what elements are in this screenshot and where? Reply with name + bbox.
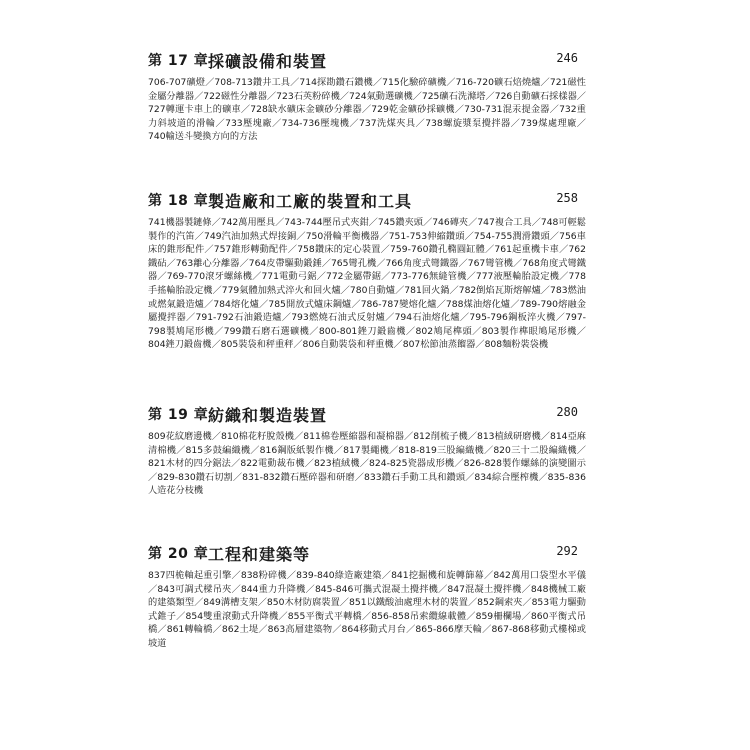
chapter-title: 紡織和製造裝置 (208, 406, 328, 425)
chapter-18 (148, 190, 586, 352)
chapter-header (148, 190, 586, 216)
chapter-title: 製造廠和工廠的裝置和工具 (208, 192, 413, 211)
chapter-contents (148, 430, 586, 498)
chapter-header (148, 543, 586, 569)
chapter-page-number: 280 (556, 405, 578, 419)
chapter-title: 採礦設備和裝置 (208, 52, 328, 71)
chapter-17 (148, 50, 586, 144)
chapter-20 (148, 543, 586, 651)
chapter-header (148, 50, 586, 76)
chapter-header (148, 404, 586, 430)
chapter-page-number: 258 (556, 191, 578, 205)
chapter-contents-text: 741機器製鏈條／742萬用壓具／743-744壓吊式夾鉗／745鑽夾頭／746磚夾／747複合工具／748可輕鬆製作的汽笛／749汽油加熱式焊接銅／750滑輪平衡機器／751-753伸縮鑽頭／754-755潤滑鑽頭／756車床的錐形配件／757錐形轉動配件／758鑽床的定心裝置／759-760鑽孔橢圓缸體／761起重機卡車／762鐵砧／763離心分離器／764皮帶驅動鍛錘／765彎孔機／766角度式彎鐵器／767彎管機／768角度式彎鐵器／769-770滾牙螺絲機／771電動弓鋸／772金屬帶鋸／773-776無縫管機／777液壓輪胎設定機／778手搖輪胎設定機／779氣體加熱式淬火和回火爐／780自動爐／781回火鍋／782倒焰瓦斯熔解爐／783燃油或燃氣鍛造爐／784熔化爐／785開放式爐床鋼爐／786-787變熔化爐／788煤油熔化爐／789-790熔融金屬攪拌器／791-792石油鍛造爐／793燃燒石油式反射爐／794石油熔化爐／795-796鋼板淬火機／797-798製鳩尾形機／799鑽石磨石選礦機／800-801銼刀鍛齒機／802鳩尾榫頭／803製作榫眼鳩尾形機／804銼刀鍛齒機／805裝袋和秤重秤／806自動裝袋和秤重機／807松節油蒸餾器／808麵粉裝袋機 (148, 217, 586, 351)
chapter-number: 第 19 章 (148, 407, 209, 423)
chapter-contents (148, 76, 586, 144)
chapter-contents-text: 706-707礦燈／708-713鑽井工具／714探勘鑽石鑽機／715化驗碎礦機／716-720礦石焙燒爐／721磁性金屬分離器／722磁性分離器／723石英粉碎機／724氣動選礦機／725礦石洗滌塔／726自動礦石採樣器／727轉運卡車上的礦車／728缺水礦床金礦砂分離器／729乾金礦砂採礦機／730-731混汞提金器／732重力斜坡道的滑輪／733壓塊廠／734-736壓塊機／737洗煤夾具／738螺旋漿泵攪拌器／739煤處理廠／740輸送斗變換方向的方法 (148, 77, 586, 143)
chapter-contents-text: 809花紋磨邊機／810棉花籽脫殼機／811棉卷壓縮器和凝棉器／812削梳子機／813植絨研磨機／814亞麻清棉機／815多鼓編織機／816鋼版紙製作機／817製繩機／818-819三股編織機／820三十二股編織機／821木材的四分鋸法／822電動裁布機／823植絨機／824-825瓷器成形機／826-828製作螺絲的演變圖示／829-830鑽石切割／831-832鑽石壓碎器和研磨／833鑽石手動工具和鑽頭／834綜合壓榨機／835-836人造花分枝機 (148, 431, 586, 497)
chapter-page-number: 246 (556, 51, 578, 65)
chapter-number: 第 18 章 (148, 193, 209, 209)
chapter-contents (148, 216, 586, 352)
chapter-contents-text: 837四桅軸起重引擎／838粉碎機／839-840綠造廠建築／841挖掘機和旋轉篩幕／842萬用口袋型水平儀／843可調式樑吊夾／844重力升降機／845-846可攜式混凝土攪拌機／847混凝土攪拌機／848機械工廠的建築類型／849溝槽支架／850木材防腐裝置／851以鐵酸油處理木材的裝置／852鋼索夾／853電力驅動式錐子／854雙重滾動式升降機／855平衡式平轉橋／856-858吊索纜線載體／859柵欄場／860平衡式吊橋／861轉輪橋／862土堤／863高層建築物／864移動式月台／865-866摩天輪／867-868移動式樓梯或坡道 (148, 570, 586, 649)
chapter-contents (148, 569, 586, 651)
chapter-page-number: 292 (556, 544, 578, 558)
chapter-number: 第 20 章 (148, 546, 209, 562)
chapter-title: 工程和建築等 (208, 545, 311, 564)
chapter-19 (148, 404, 586, 498)
chapter-number: 第 17 章 (148, 53, 209, 69)
